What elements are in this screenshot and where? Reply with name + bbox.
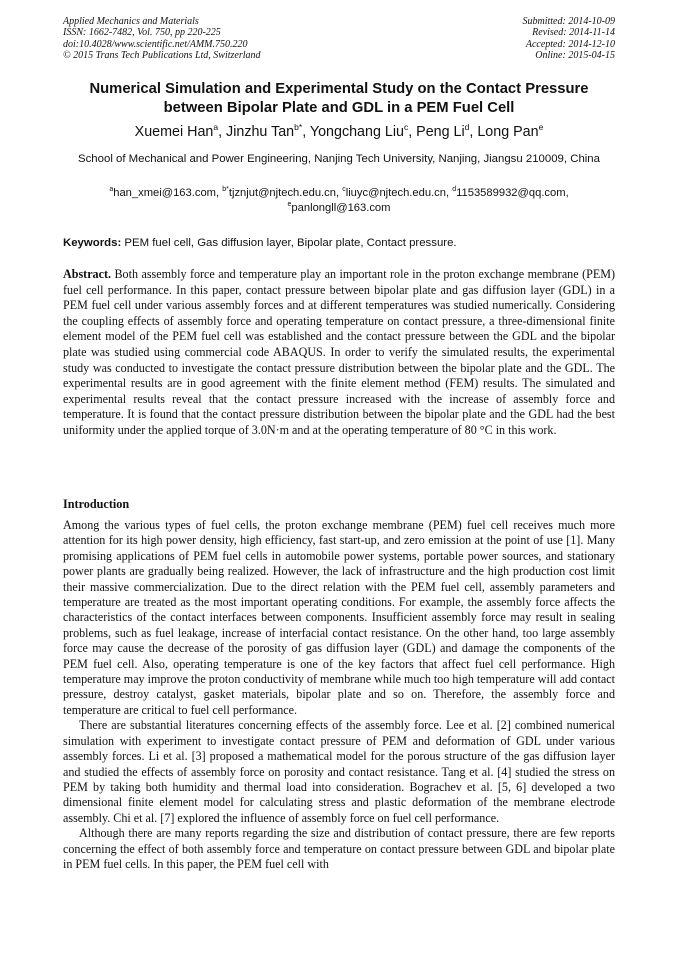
author: Xuemei Han$^a$, bbox=[134, 122, 227, 140]
paper-title: Numerical Simulation and Experimental Study on the Contact Pressure between Bipolar Plate and GDL in a PEM Fuel Cell bbox=[89, 81, 589, 116]
author-list bbox=[63, 123, 615, 141]
introduction-body bbox=[63, 518, 615, 872]
email-list: $^a$han_xmei@163.com, $^{b*}$tjznjut@njtech.edu.cn, $^c$liuyc@njtech.edu.cn, $^d$1153589932@qq.com, $^e$panlongll@163.com bbox=[109, 186, 569, 214]
publication-dates bbox=[523, 16, 616, 62]
paragraph: Among the various types of fuel cells, the proton exchange membrane (PEM) fuel cell receives much more attention for its high power density, high efficiency, fast start-up, and zero emission at the point of use [1]. Many promising applications of PEM fuel cells in automobile power systems, portable power sources, and stationary power plants are gradually being realized. However, the lack of infrastructure and the high production cost limit their massive commercialization. Due to the direct relation with the PEM fuel cell, assembly parameters and temperature are treated as the most important operating conditions. For example, the assembly force affects the characteristics of the contact interfaces between components. Insufficient assembly force may result in sealing problems, such as fuel leakage, increase of interfacial contact resistance. On the other hand, too large assembly force may cause the decrease of the porosity of gas diffusion layer (GDL) and damage the components of the PEM fuel cell. Also, operating temperature is one of the key factors that affect fuel cell performance. High temperature may improve the proton conductivity of membrane while much too high temperature will add contact pressure, destroy catalyst, gasket materials, bipolar plate and so on. Therefore, the assembly force and temperature are critical to fuel cell performance. bbox=[63, 518, 615, 717]
date-revised: Revised: 2014-11-14 bbox=[532, 27, 615, 39]
author-email[interactable]: $^d$1153589932@qq.com bbox=[452, 186, 566, 199]
journal-doi: doi:10.4028/www.scientific.net/AMM.750.220 bbox=[63, 38, 248, 50]
author: Yongchang Liu$^c$, bbox=[309, 122, 417, 140]
journal-name: Applied Mechanics and Materials bbox=[63, 16, 199, 27]
journal-issn: ISSN: 1662-7482, Vol. 750, pp 220-225 bbox=[63, 27, 221, 39]
author: Peng Li$^d$, bbox=[416, 122, 478, 140]
paragraph: Although there are many reports regarding the size and distribution of contact pressure, there are few reports concerning the effect of both assembly force and temperature on contact pressure between GDL and bipolar plate in PEM fuel cells. In this paper, the PEM fuel cell with bbox=[63, 826, 615, 871]
keywords bbox=[63, 236, 615, 250]
affiliation: School of Mechanical and Power Engineering, Nanjing Tech University, Nanjing, Jiangsu 210009, China bbox=[78, 153, 600, 165]
abstract-text: Both assembly force and temperature play an important role in the proton exchange membrane (PEM) fuel cell performance. In this paper, contact pressure between bipolar plate and gas diffusion layer (GDL) in a PEM fuel cell under various assembly forces and at different temperatures was studied numerically. Considering the coupling effects of assembly force and operating temperature on contact pressure, a three-dimensional finite element model of the PEM fuel cell was established and the contact pressure between the GDL and the bipolar plate was studied using commercial code ABAQUS. In order to verify the simulated results, the experimental study was conducted to investigate the contact pressure distribution between the bipolar plate and the GDL. The experimental results are in good agreement with the finite element method (FEM) results. The simulated and experimental results reveal that the contact pressure increased with the increase of assembly force and temperature. It is found that the contact pressure distribution between the bipolar plate and the GDL had the best uniformity under the applied torque of 3.0N·m and at the operating temperature of 80 °C in this work. bbox=[63, 267, 615, 437]
date-online: Online: 2015-04-15 bbox=[535, 50, 615, 62]
author: Long Pan$^e$ bbox=[477, 122, 544, 140]
author: Jinzhu Tan$^{b*}$, bbox=[226, 122, 310, 140]
journal-copyright: © 2015 Trans Tech Publications Ltd, Switzerland bbox=[63, 50, 261, 62]
keywords-label: Keywords: bbox=[63, 237, 122, 249]
author-email[interactable]: $^{b*}$tjznjut@njtech.edu.cn bbox=[222, 186, 336, 199]
author-email[interactable]: $^e$panlongll@163.com bbox=[287, 201, 391, 214]
abstract bbox=[63, 267, 615, 439]
keywords-text: PEM fuel cell, Gas diffusion layer, Bipolar plate, Contact pressure. bbox=[121, 237, 457, 249]
introduction-heading: Introduction bbox=[63, 497, 130, 511]
date-submitted: Submitted: 2014-10-09 bbox=[522, 16, 615, 27]
author-email[interactable]: $^c$liuyc@njtech.edu.cn bbox=[342, 186, 446, 199]
abstract-label: Abstract. bbox=[63, 267, 112, 281]
author-email[interactable]: $^a$han_xmei@163.com bbox=[109, 186, 216, 199]
journal-info bbox=[63, 16, 261, 62]
date-accepted: Accepted: 2014-12-10 bbox=[525, 38, 615, 50]
paragraph: There are substantial literatures concerning effects of the assembly force. Lee et al. [2] combined numerical simulation with experiment to investigate contact pressure of PEM and deformation of GDL under various assembly forces. Li et al. [3] proposed a mathematical model for the porous structure of the gas diffusion layer and studied the effects of assembly force on porosity and contact resistance. Tang et al. [4] studied the stress on PEM by taking both humidity and thermal load into consideration. Bograchev et al. [5, 6] developed a two dimensional finite element model for calculating stress and plastic deformation of the membrane electrode assembly. Chi et al. [7] explored the influence of assembly force on fuel cell performance. bbox=[63, 718, 615, 825]
